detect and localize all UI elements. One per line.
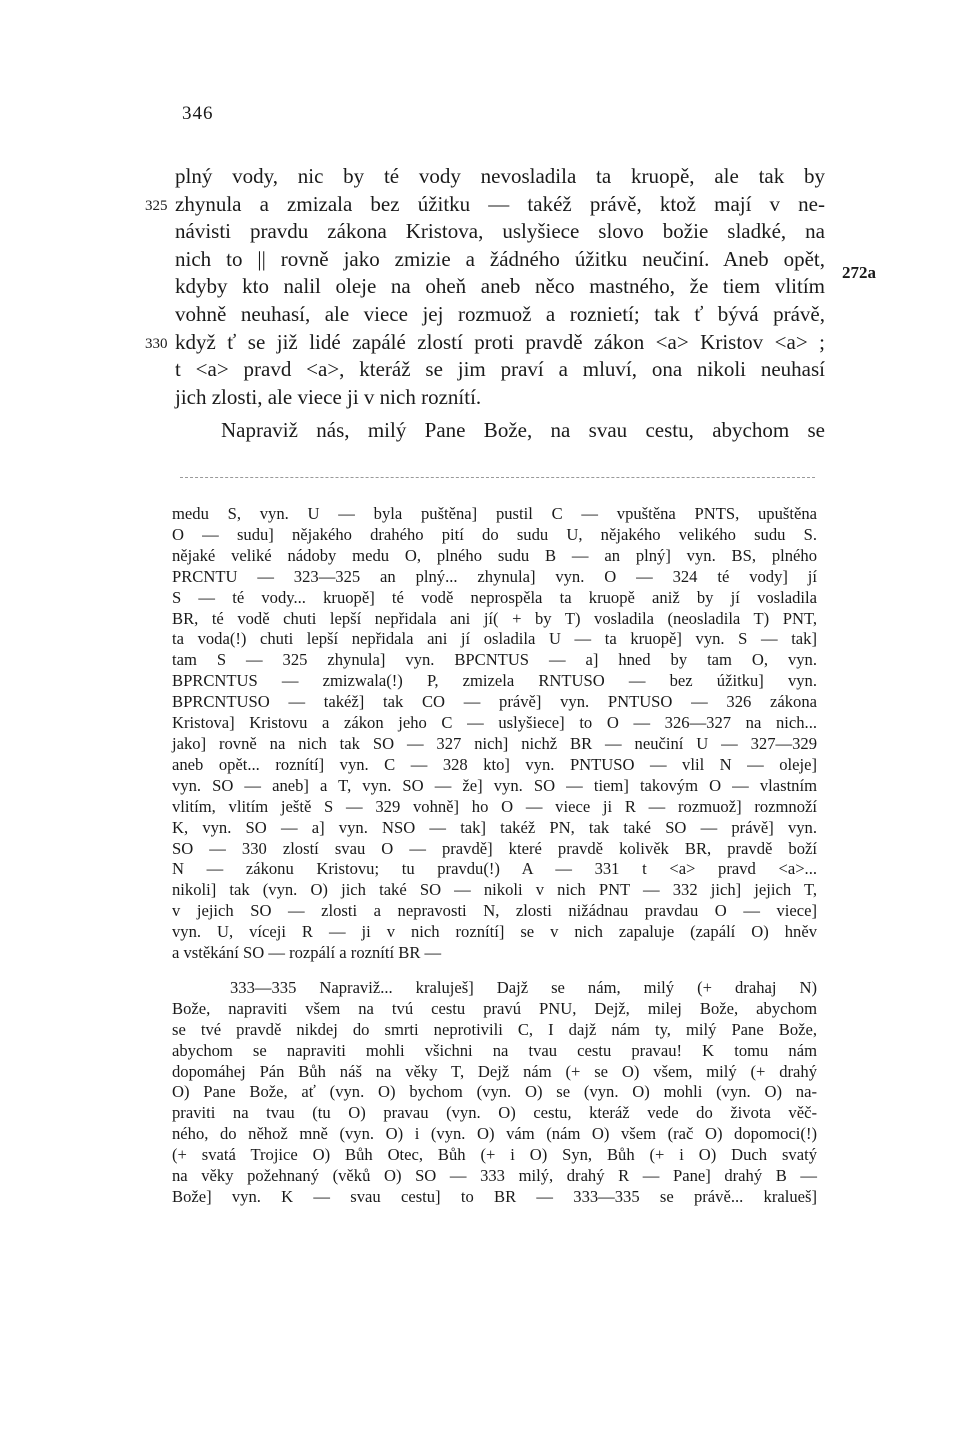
line-text: kdyby kto nalil oleje na oheň aneb něco mastného, že tiem vlitím [175, 274, 825, 299]
margin-folio-note: 272a [842, 263, 876, 282]
apparatus-line: S — té vody... kruopě] té vodě neprospěla ta kruopě aniž by jí vosladila [172, 587, 817, 607]
apparatus-line: PRCNTU — 323—325 an plný... zhynula] vyn. O — 324 té vody] jí [172, 566, 817, 586]
text-line [175, 246, 825, 274]
text-line [175, 273, 825, 301]
apparatus-line: Bože, napraviti všem na tvú cestu pravú PNU, Dejž, milej Bože, abychom [172, 998, 817, 1018]
main-text [145, 163, 825, 445]
line-text: návisti pravdu zákona Kristova, uslyšiece slovo božie sladké, na [175, 219, 825, 244]
apparatus-line: nikoli] tak (vyn. O) jich také SO — nikoli v nich PNT — 332 jich] jejich T, [172, 880, 817, 900]
apparatus-line: abychom se napraviti mohli všichni na tvau cestu pravau! K tomu nám [172, 1040, 817, 1060]
line-text: plný vody, nic by té vody nevosladila ta kruopě, ale tak by [175, 164, 825, 188]
text-line [175, 356, 825, 384]
apparatus-line: Bože] vyn. K — svau cestu] to BR — 333—335 se právě... kralueš] [172, 1187, 817, 1206]
text-line [145, 329, 825, 357]
text-line [145, 191, 825, 219]
text-line [175, 384, 825, 412]
apparatus-line: BR, té vodě chuti lepší nepřidala ani jí( + by T) vosladila (neosladila T) PNT, [172, 608, 817, 628]
apparatus-line: v jejich SO — zlosti a nepravosti N, zlosti nižádnau pravdau O — viece] [172, 901, 817, 921]
apparatus-line: a vstěkání SO — rozpálí a roznítí BR — [172, 943, 442, 963]
text-line [175, 417, 825, 445]
apparatus-line: (+ svatá Trojice O) Bůh Otec, Bůh (+ i O) Syn, Bůh (+ i O) Duch svatý [172, 1145, 817, 1165]
apparatus-line: tam S — 325 zhynula] vyn. BPCNTUS — a] hned by tam O, vyn. [172, 650, 817, 670]
apparatus-line: se tvé pravdě nikdej do smrti neprotivili C, I dajž nám ty, milý Pane Bože, [172, 1019, 817, 1039]
line-text: jich zlosti, ale viece ji v nich roznítí. [175, 384, 482, 409]
apparatus-line: vlitím, vlitím ještě S — 329 vohně] ho O — viece ji R — rozmuož] rozmnoží [172, 796, 817, 816]
apparatus-line: praviti na tvau (tu O) pravau (vyn. O) cestu, kteráž vede do života věč- [172, 1103, 817, 1123]
apparatus-line: ného, do něhož mně (vyn. O) i (vyn. O) vám (nám O) všem (rač O) dopomoci(!) [172, 1124, 817, 1144]
apparatus-line: Kristova] Kristovu a zákon jeho C — uslyšiece] to O — 326—327 na nich... [172, 713, 817, 733]
critical-apparatus [172, 504, 817, 1208]
line-text: nich to || rovně jako zmizie a žádného úžitku neučiní. Aneb opět, [175, 246, 825, 271]
apparatus-line: vyn. SO — aneb] a T, vyn. SO — že] vyn. SO — tiem] takovým O — vlastním [172, 775, 817, 795]
line-number: 330 [145, 335, 168, 352]
apparatus-line: ta voda(!) chuti lepší nepřidala ani jí osladila U — ta kruopě] vyn. S — tak] [172, 629, 817, 649]
apparatus-line: O — sudu] nějakého drahého pití do sudu U, nějakého velikého sudu S. [172, 524, 817, 544]
text-line [175, 163, 825, 191]
apparatus-line: nějaké veliké nádoby medu O, plného sudu B — an plný] vyn. BS, plného [172, 545, 817, 565]
apparatus-line: dopomáhej Pán Bůh náš na věky T, Dejž nám (+ se O) všem, milý (+ drahý [172, 1061, 817, 1081]
line-text: vohně neuhasí, ale viece jej rozmuož a roznietí; tak ť bývá právě, [175, 301, 825, 326]
footnote-divider [180, 477, 815, 478]
apparatus-line: aneb opět... roznítí] vyn. C — 328 kto] vyn. PNTUSO — vlil N — oleje] [172, 754, 817, 774]
page-number: 346 [182, 103, 214, 124]
text-line [175, 218, 825, 246]
line-text: t <a> pravd <a>, kteráž se jim praví a mluví, ona nikoli neuhasí [175, 357, 825, 382]
line-text: Napraviž nás, milý Pane Bože, na svau cestu, abychom se [221, 418, 825, 443]
apparatus-line: na věky požehnaný (věků O) SO — 333 milý, drahý R — Pane] drahý B — [172, 1166, 817, 1186]
apparatus-line: jako] rovně na nich tak SO — 327 nich] nichž BR — neučiní U — 327—329 [172, 733, 817, 753]
apparatus-line: SO — 330 zlostí svau O — pravdě] které pravdě kolivěk BR, pravdě boží [172, 838, 817, 858]
apparatus-line: BPRCNTUSO — takéž] tak CO — právě] vyn. PNTUSO — 326 zákona [172, 692, 817, 712]
apparatus-line: N — zákonu Kristovu; tu pravdu(!) A — 331 t <a> pravd <a>... [172, 859, 817, 879]
apparatus-line: medu S, vyn. U — byla puštěna] pustil C — vpuštěna PNTS, upuštěna [172, 504, 817, 523]
apparatus-line: K, vyn. SO — a] vyn. NSO — tak] takéž PN, tak také SO — právě] vyn. [172, 817, 817, 837]
text-line [175, 301, 825, 329]
apparatus-line: BPRCNTUS — zmizwala(!) P, zmizela RNTUSO — bez úžitku] vyn. [172, 671, 817, 691]
apparatus-line: vyn. U, víceji R — ji v nich roznítí] se v nich zapaluje (zapálí O) hněv [172, 922, 817, 942]
apparatus-line: O) Pane Bože, ať (vyn. O) bychom (vyn. O) se (vyn. O) mohli (vyn. O) na- [172, 1082, 817, 1102]
line-number: 325 [145, 197, 168, 214]
line-text: když ť se již lidé zapálé zlostí proti pravdě zákon <a> Kristov <a> ; [175, 329, 825, 354]
apparatus-line: 333—335 Napraviž... kraluješ] Dajž se nám, milý (+ drahaj N) [230, 977, 817, 997]
line-text: zhynula a zmizala bez úžitku — takéž právě, ktož mají v ne- [175, 191, 825, 216]
